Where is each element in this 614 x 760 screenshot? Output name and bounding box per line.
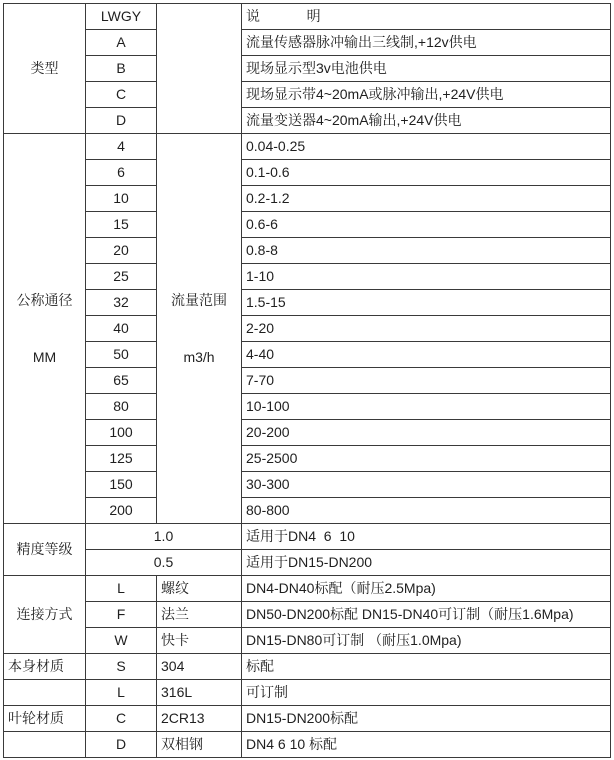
body-material-empty-label — [4, 680, 86, 706]
diameter-section-label-line1: 公称通径 — [16, 291, 73, 308]
body-material-name-cell: 316L — [157, 680, 242, 706]
flow-range-cell: 0.8-8 — [242, 238, 611, 264]
body-material-code-cell: S — [86, 654, 157, 680]
flow-range-cell: 30-300 — [242, 472, 611, 498]
diameter-code-cell: 125 — [86, 446, 157, 472]
impeller-material-name-cell: 双相钢 — [157, 732, 242, 758]
table-row — [4, 524, 611, 550]
connection-code-cell: W — [86, 628, 157, 654]
table-row — [4, 472, 611, 498]
type-code-cell: D — [86, 108, 157, 134]
table-row — [4, 602, 611, 628]
flow-range-cell: 4-40 — [242, 342, 611, 368]
impeller-material-code-cell: C — [86, 706, 157, 732]
table-row — [4, 4, 611, 30]
flow-range-cell: 20-200 — [242, 420, 611, 446]
diameter-code-cell: 200 — [86, 498, 157, 524]
table-row — [4, 706, 611, 732]
table-row — [4, 654, 611, 680]
body-material-label: 本身材质 — [4, 654, 86, 680]
flow-range-cell: 0.6-6 — [242, 212, 611, 238]
connection-section-label: 连接方式 — [4, 576, 86, 654]
table-row — [4, 134, 611, 160]
middle-spacer-cell — [157, 4, 242, 134]
table-row — [4, 56, 611, 82]
diameter-code-cell: 25 — [86, 264, 157, 290]
flow-range-cell: 7-70 — [242, 368, 611, 394]
diameter-code-cell: 100 — [86, 420, 157, 446]
flow-range-cell: 1-10 — [242, 264, 611, 290]
diameter-code-cell: 20 — [86, 238, 157, 264]
table-row — [4, 160, 611, 186]
table-row — [4, 576, 611, 602]
diameter-section-label — [4, 134, 86, 524]
type-desc-cell: 现场显示带4~20mA或脉冲输出,+24V供电 — [242, 82, 611, 108]
table-row — [4, 420, 611, 446]
connection-name-cell: 法兰 — [157, 602, 242, 628]
impeller-material-code-cell: D — [86, 732, 157, 758]
table-row — [4, 628, 611, 654]
flow-range-cell: 1.5-15 — [242, 290, 611, 316]
flow-range-cell: 25-2500 — [242, 446, 611, 472]
diameter-code-cell: 40 — [86, 316, 157, 342]
diameter-code-cell: 50 — [86, 342, 157, 368]
table-row — [4, 316, 611, 342]
type-desc-cell: 现场显示型3v电池供电 — [242, 56, 611, 82]
impeller-material-label: 叶轮材质 — [4, 706, 86, 732]
connection-name-cell: 螺纹 — [157, 576, 242, 602]
accuracy-grade-cell: 1.0 — [86, 524, 242, 550]
flow-range-cell: 0.04-0.25 — [242, 134, 611, 160]
flow-range-cell: 80-800 — [242, 498, 611, 524]
flow-range-label-line2: m3/h — [183, 349, 215, 366]
flow-range-cell: 10-100 — [242, 394, 611, 420]
connection-desc-cell: DN50-DN200标配 DN15-DN40可订制（耐压1.6Mpa) — [242, 602, 611, 628]
type-section-label: 类型 — [4, 4, 86, 134]
table-row — [4, 82, 611, 108]
body-material-name-cell: 304 — [157, 654, 242, 680]
accuracy-section-label: 精度等级 — [4, 524, 86, 576]
flow-range-label — [157, 134, 242, 524]
table-row — [4, 498, 611, 524]
type-code-cell: B — [86, 56, 157, 82]
impeller-material-empty-label — [4, 732, 86, 758]
impeller-material-desc-cell: DN15-DN200标配 — [242, 706, 611, 732]
table-row — [4, 680, 611, 706]
flow-range-cell: 0.1-0.6 — [242, 160, 611, 186]
model-code-header: LWGY — [86, 4, 157, 30]
diameter-code-cell: 32 — [86, 290, 157, 316]
connection-desc-cell: DN15-DN80可订制 （耐压1.0Mpa) — [242, 628, 611, 654]
table-row — [4, 290, 611, 316]
impeller-material-name-cell: 2CR13 — [157, 706, 242, 732]
diameter-section-label-line2: MM — [32, 349, 57, 366]
table-row — [4, 342, 611, 368]
body-material-desc-cell: 可订制 — [242, 680, 611, 706]
type-desc-cell: 流量变送器4~20mA输出,+24V供电 — [242, 108, 611, 134]
flow-range-cell: 0.2-1.2 — [242, 186, 611, 212]
spec-table — [3, 3, 611, 758]
table-row — [4, 550, 611, 576]
accuracy-desc-cell: 适用于DN15-DN200 — [242, 550, 611, 576]
accuracy-grade-cell: 0.5 — [86, 550, 242, 576]
diameter-code-cell: 65 — [86, 368, 157, 394]
diameter-code-cell: 6 — [86, 160, 157, 186]
diameter-code-cell: 15 — [86, 212, 157, 238]
table-row — [4, 238, 611, 264]
accuracy-desc-cell: 适用于DN4 6 10 — [242, 524, 611, 550]
table-row — [4, 108, 611, 134]
body-material-desc-cell: 标配 — [242, 654, 611, 680]
type-desc-cell: 流量传感器脉冲输出三线制,+12v供电 — [242, 30, 611, 56]
table-row — [4, 368, 611, 394]
flow-range-label-line1: 流量范围 — [171, 291, 227, 308]
table-row — [4, 446, 611, 472]
table-row — [4, 186, 611, 212]
table-row — [4, 394, 611, 420]
connection-name-cell: 快卡 — [157, 628, 242, 654]
flow-range-cell: 2-20 — [242, 316, 611, 342]
table-row — [4, 732, 611, 758]
connection-code-cell: L — [86, 576, 157, 602]
description-header: 说 明 — [242, 4, 611, 30]
connection-code-cell: F — [86, 602, 157, 628]
diameter-code-cell: 10 — [86, 186, 157, 212]
type-code-cell: C — [86, 82, 157, 108]
diameter-code-cell: 80 — [86, 394, 157, 420]
table-row — [4, 212, 611, 238]
diameter-code-cell: 4 — [86, 134, 157, 160]
table-row — [4, 264, 611, 290]
table-row — [4, 30, 611, 56]
body-material-code-cell: L — [86, 680, 157, 706]
diameter-code-cell: 150 — [86, 472, 157, 498]
type-code-cell: A — [86, 30, 157, 56]
connection-desc-cell: DN4-DN40标配（耐压2.5Mpa) — [242, 576, 611, 602]
impeller-material-desc-cell: DN4 6 10 标配 — [242, 732, 611, 758]
